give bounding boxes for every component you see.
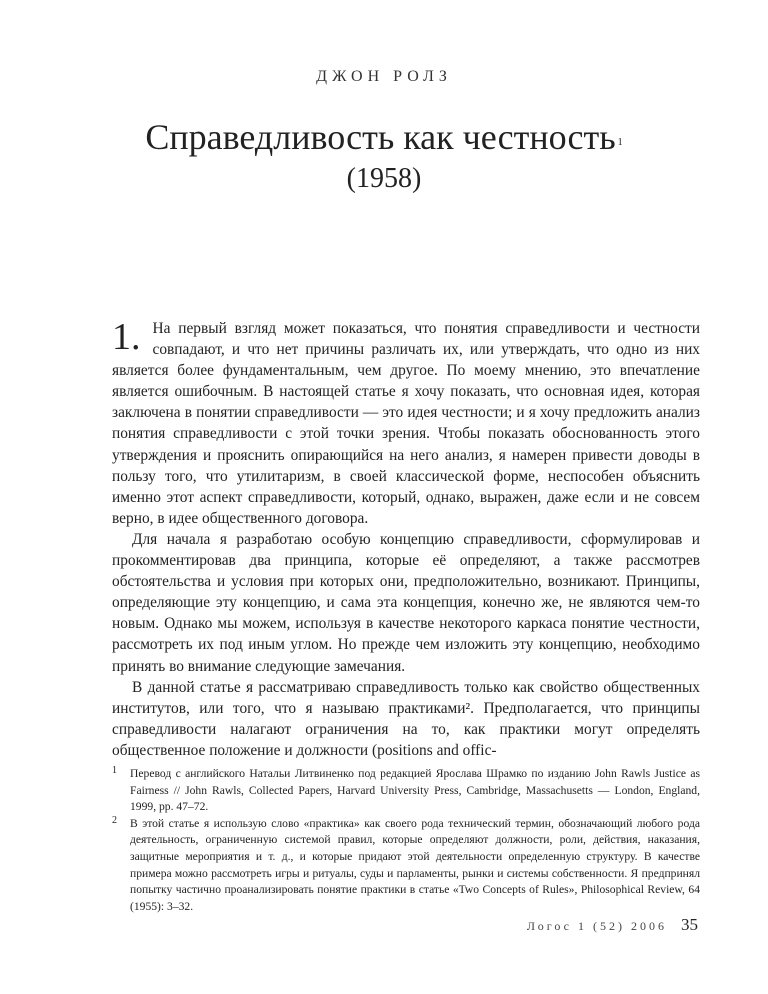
footnotes (112, 766, 700, 915)
footnote-mark: 1 (112, 765, 117, 776)
article-title (0, 116, 768, 158)
author-name: ДЖОН РОЛЗ (316, 68, 452, 85)
footnote-text: В этой статье я использую слово «практика» как своего рода технический термин, обозначающий любого рода деятельность, ограниченную системой правил, которые определяют должности, роли, действия, наказания, защитные мероприятия и т. д., и которые придают этой деятельности определенную структуру. В качестве примера можно рассмотреть игры и ритуалы, суды и парламенты, рынки и системы собственности. Я предпринял попытку частично проанализировать понятие практики в статье «Two Concepts of Rules», Philosophical Review, 64 (1955): 3–32. (130, 816, 700, 913)
journal-issue: Логос 1 (52) 2006 (526, 919, 667, 933)
section-number: 1. (112, 316, 141, 358)
article-title-text: Справедливость как честность (145, 117, 616, 157)
article-year: (1958) (346, 163, 422, 194)
article-body (112, 318, 700, 761)
footnote-1 (112, 766, 700, 816)
title-footnote-mark: 1 (617, 137, 623, 148)
footnote-text: Перевод с английского Натальи Литвиненко под редакцией Ярослава Шрамко по изданию John Rawls Justice as Fairness // John Rawls, Collected Papers, Harvard University Press, Cambridge, Massachusetts — London, England, 1999, pp. 47–72. (130, 767, 700, 814)
paragraph-1: На первый взгляд может показаться, что понятия справедливости и честности совпадают, и что нет причины различать их, или утверждать, что одно из них является более фундаментальным, чем другое. По моему мнению, это впечатление является ошибочным. В настоящей статье я хочу показать, что основная идея, которая заключена в понятии справедливости — это идея честности; и я хочу предложить анализ понятия справедливости с этой точки зрения. Чтобы показать обоснованность этого утверждения и прояснить опирающийся на него анализ, я намерен привести доводы в пользу того, что утилитаризм, в своей классической форме, неспособен объяснить именно этот аспект справедливости, который, однако, выражен, даже если и не совсем верно, в идее общественного договора. (112, 320, 700, 527)
footnote-2 (112, 816, 700, 916)
paragraph-3: В данной статье я рассматриваю справедливость только как свойство общественных институтов, или того, что я называю практиками². Предполагается, что принципы справедливости налагают ограничения на то, как практики могут определять общественное положение и должности (positions and offic- (112, 678, 700, 759)
paragraph-2: Для начала я разработаю особую концепцию справедливости, сформулировав и прокомментировав два принципа, которые её определяют, а также рассмотрев обстоятельства и условия при которых они, предположительно, возникают. Принципы, определяющие эту концепцию, и сама эта концепция, конечно же, не являются чем-то новым. Однако мы можем, используя в качестве некоторого каркаса понятие честности, рассмотреть их под иным углом. Но прежде чем изложить эту концепцию, необходимо принять во внимание следующие замечания. (112, 530, 700, 675)
page-number: 35 (681, 915, 698, 934)
page-footer (527, 915, 698, 935)
footnote-mark: 2 (112, 814, 117, 826)
